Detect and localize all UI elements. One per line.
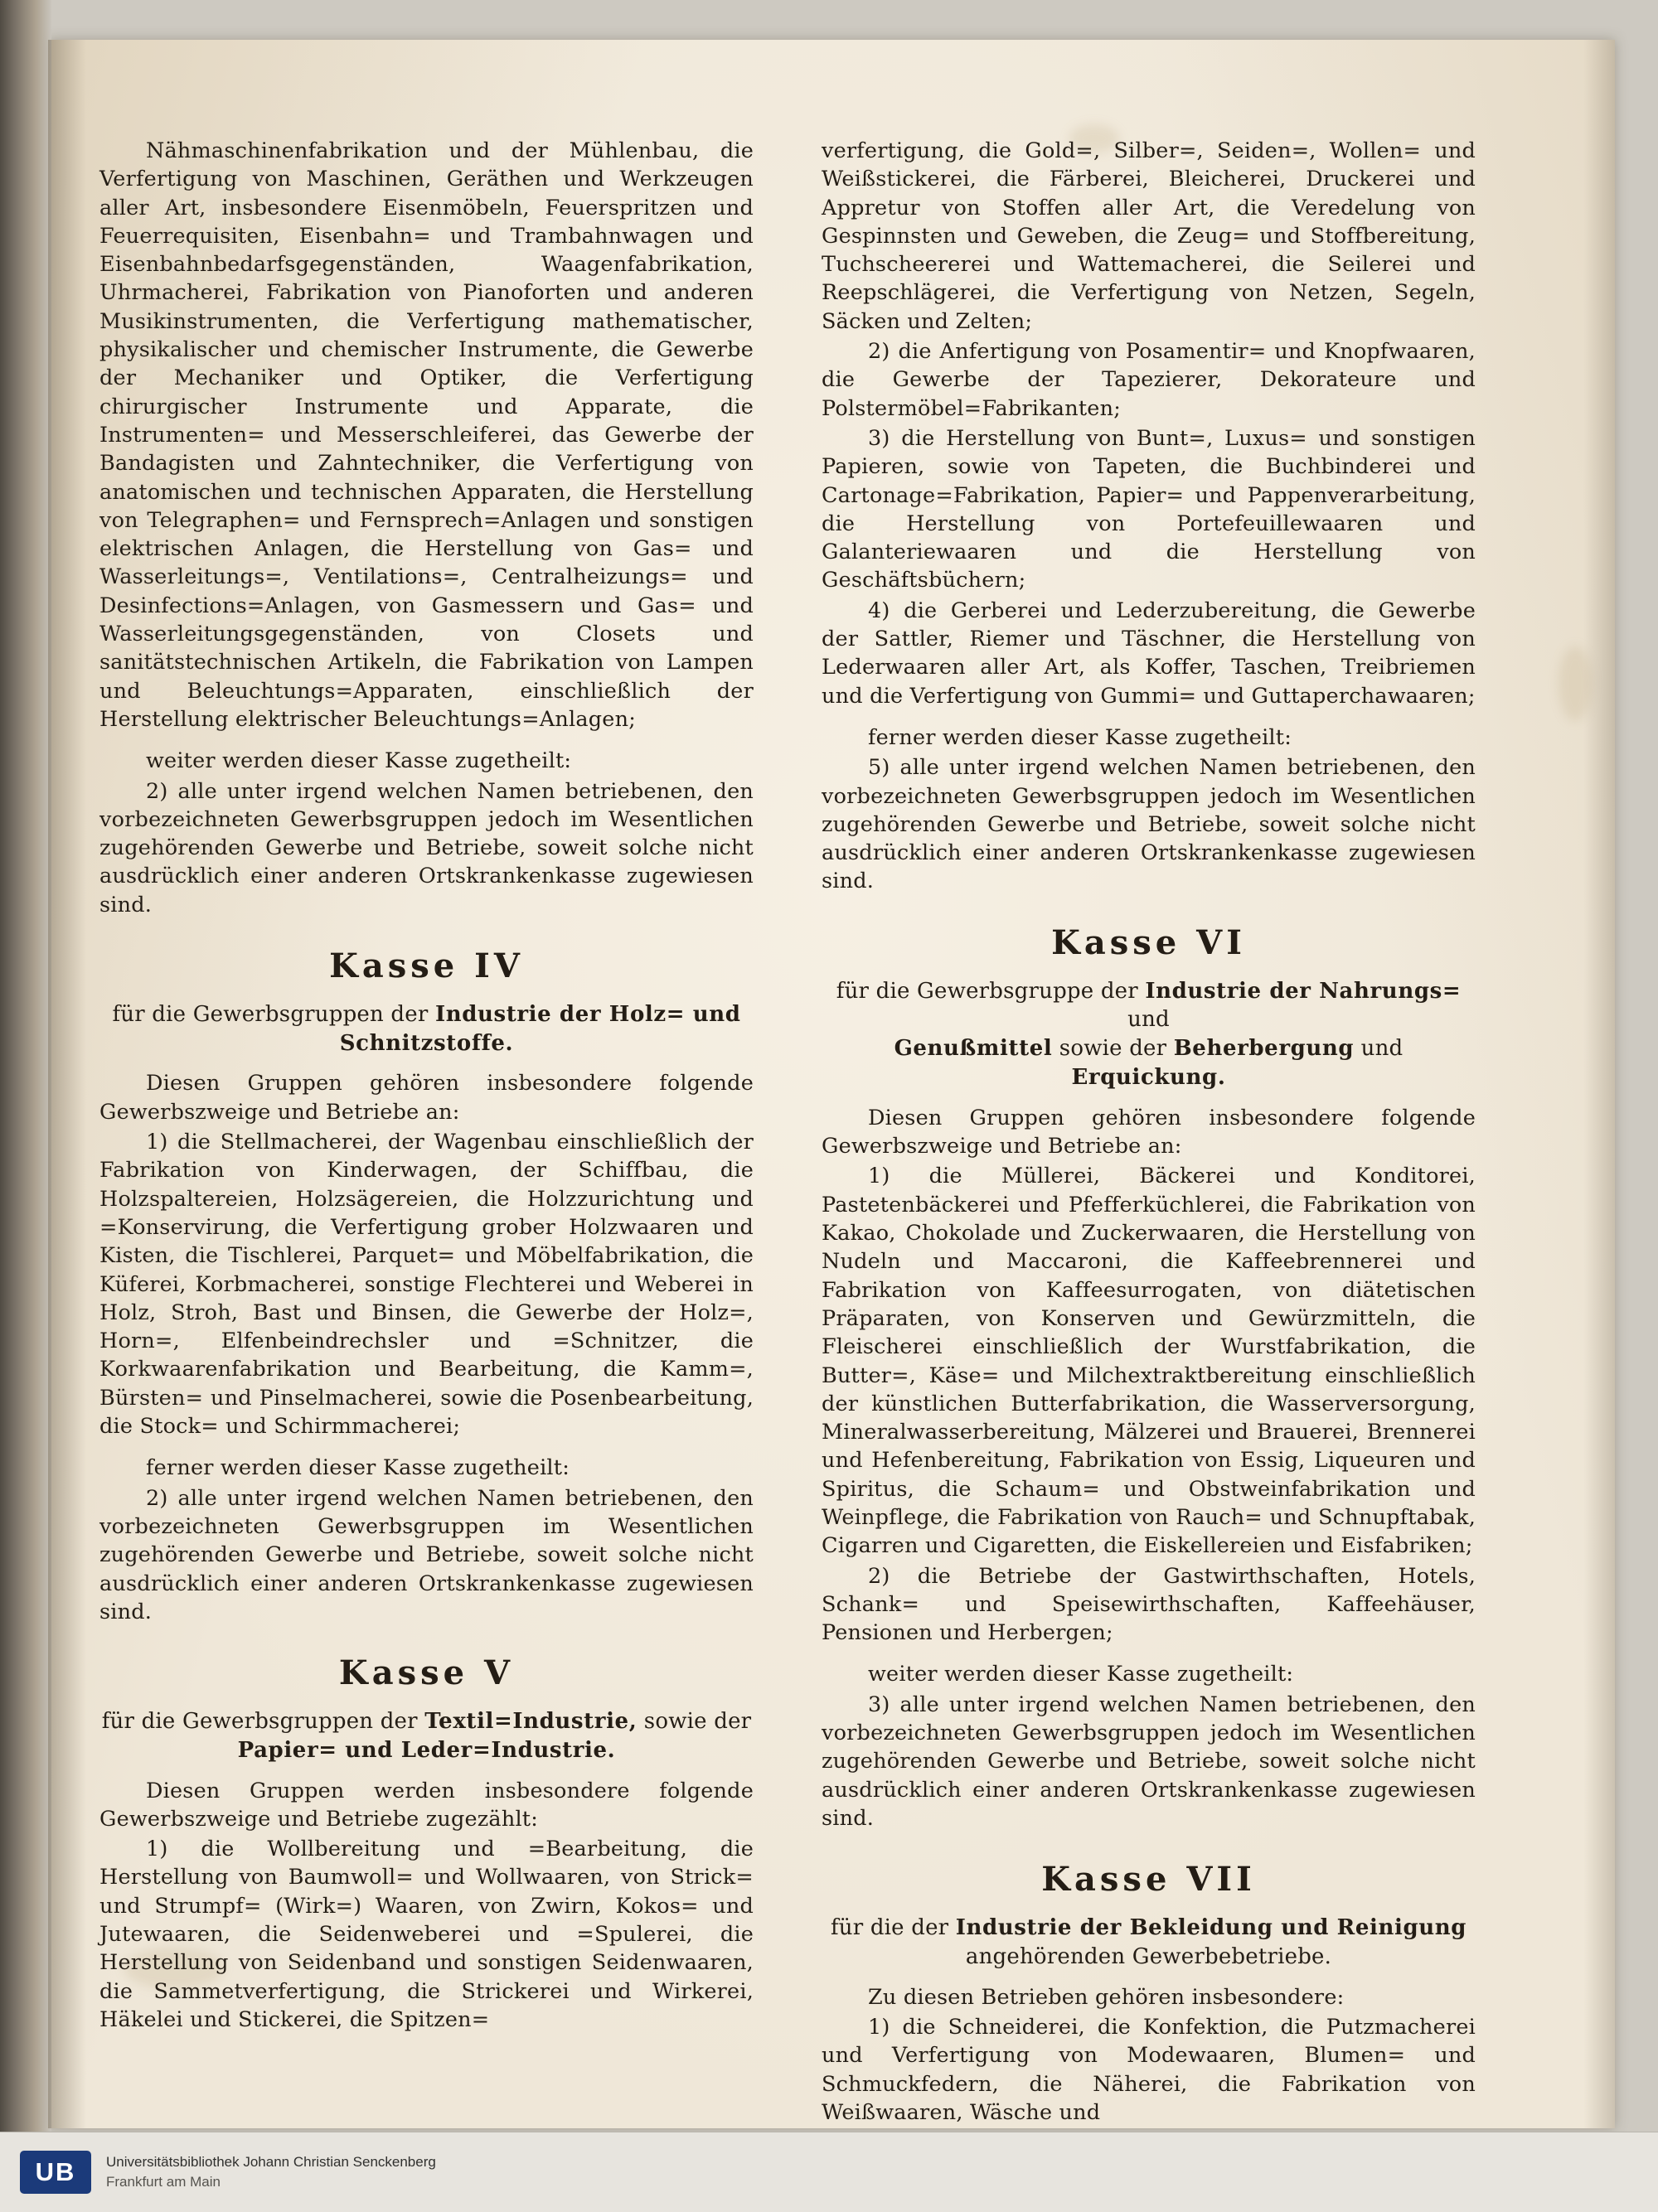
intro-paragraph: Diesen Gruppen werden insbesondere folgende Gewerbszweige und Betriebe zugezählt:	[99, 1778, 754, 1832]
subheading-kasse-vi	[822, 977, 1476, 1092]
list-item-4: 4) die Gerberei und Lederzubereitung, die Gewerbe der Sattler, Riemer und Täschner, die Herstellung von Lederwaaren aller Art, als Koffer, Taschen, Treibriemen und die Verfertigung von Gummi= und Guttaperchawaaren;	[822, 598, 1476, 709]
subheading-bold-1: Industrie der Holz= und	[434, 1001, 741, 1027]
library-attribution	[106, 2152, 436, 2192]
subheading-prefix: für die Gewerbsgruppen der	[101, 1708, 425, 1734]
list-item-2: 2) die Betriebe der Gastwirthschaften, Hotels, Schank= und Speisewirthschaften, Kaffeehäuser, Pensionen und Herbergen;	[822, 1563, 1476, 1646]
subheading-bold-4: Erquickung.	[1071, 1065, 1226, 1090]
note-line: ferner werden dieser Kasse zugetheilt:	[868, 724, 1292, 750]
list-item-3: 3) die Herstellung von Bunt=, Luxus= und sonstigen Papieren, sowie von Tapeten, die Buchbinderei und Cartonage=Fabrikation, Papier= und Pappenverarbeitung, die Herstellung von Portefeuillewaaren und Galanteriewaaren und die Herstellung von Geschäftsbüchern;	[822, 425, 1476, 593]
library-name: Universitätsbibliothek Johann Christian Senckenberg	[106, 2154, 436, 2171]
subheading-bold-2: Papier= und Leder=Industrie.	[237, 1737, 616, 1763]
paragraph-continuation: Nähmaschinenfabrikation und der Mühlenbau, die Verfertigung von Maschinen, Geräthen und Werkzeugen aller Art, insbesondere Eisenmöbeln, Feuerspritzen und Feuerrequisiten, Eisenbahn= und Trambahnwagen und Eisenbahnbedarfsgegenständen, Waagenfabrikation, Uhrmacherei, Fabrikation von Pianoforten und anderen Musikinstrumenten, die Verfertigung mathematischer, physikalischer und chemischer Instrumente, die Gewerbe der Mechaniker und Optiker, die Verfertigung chirurgischer Instrumente und Apparate, die Instrumenten= und Messerschleiferei, das Gewerbe der Bandagisten und Zahntechniker, die Verfertigung von anatomischen und technischen Apparaten, die Herstellung von Telegraphen= und Fernsprech=Anlagen und sonstigen elektrischen Anlagen, die Herstellung von Gas= und Wasserleitungs=, Ventilations=, Centralheizungs= und Desinfections=Anlagen, von Gasmessern und Gas= und Wasserleitungsgegenständen, von Closets und sanitätstechnischen Artikeln, die Fabrikation von Lampen und Beleuchtungs=Apparaten, einschließlich der Herstellung elektrischer Beleuchtungs=Anlagen;	[99, 138, 754, 732]
heading-kasse-iv: Kasse IV	[329, 946, 524, 986]
library-watermark-bar	[0, 2132, 1658, 2212]
subheading-suffix: angehörenden Gewerbebetriebe.	[965, 1943, 1332, 1969]
paper-stain	[1559, 646, 1592, 721]
intro-paragraph: Zu diesen Betrieben gehören insbesondere:	[868, 1984, 1345, 2010]
list-item-1: 1) die Müllerei, Bäckerei und Konditorei, Pastetenbäckerei und Pfefferküchlerei, die Fabrikation von Kakao, Chokolade und Zuckerwaaren, die Herstellung von Nudeln und Maccaroni, die Kaffeebrennerei und Fabrikation von Kaffeesurrogaten, von diätetischen Präparaten, von Konserven und Gewürzmitteln, die Fleischerei einschließlich der Wurstfabrikation, die Butter=, Käse= und Milchextraktbereitung einschließlich der künstlichen Butterfabrikation, die Wasserversorgung, Mineralwasserbereitung, Mälzerei und Brauerei, Brennerei und Hefenbereitung, Fabrikation von Essig, Liqueuren und Spiritus, die Schaum= und Obstweinfabrikation und Weinpflege, die Fabrikation von Rauch= und Schnupftabak, Cigarren und Cigaretten, die Eiskellereien und Eisfabriken;	[822, 1164, 1476, 1559]
list-item-1: 1) die Schneiderei, die Konfektion, die Putzmacherei und Verfertigung von Modewaaren, Blumen= und Schmuckfedern, die Näherei, die Fabrikation von Weißwaaren, Wäsche und	[822, 2015, 1476, 2125]
intro-paragraph: Diesen Gruppen gehören insbesondere folgende Gewerbszweige und Betriebe an:	[99, 1071, 754, 1125]
subheading-suffix: sowie der	[637, 1708, 752, 1734]
subheading-bold-3: Beherbergung	[1173, 1036, 1355, 1062]
subheading-bold-1: Industrie der Nahrungs=	[1145, 978, 1462, 1004]
heading-kasse-vi: Kasse VI	[1051, 922, 1246, 962]
note-line: ferner werden dieser Kasse zugetheilt:	[146, 1455, 570, 1481]
paragraph-continuation: verfertigung, die Gold=, Silber=, Seiden=, Wollen= und Weißstickerei, die Färberei, Bleicherei, Druckerei und Appretur von Stoffen aller Art, die Veredelung von Gespinnsten und Geweben, die Zeug= und Stoffbereitung, Tuchscheererei und Wattemacherei, die Seilerei und Reepschlägerei, die Verfertigung von Netzen, Segeln, Säcken und Zelten;	[822, 138, 1476, 334]
library-city: Frankfurt am Main	[106, 2174, 221, 2190]
intro-paragraph: Diesen Gruppen gehören insbesondere folgende Gewerbszweige und Betriebe an:	[822, 1105, 1476, 1159]
list-item-2: 2) alle unter irgend welchen Namen betriebenen, den vorbezeichneten Gewerbsgruppen jedoch im Wesentlichen zugehörenden Gewerbe und Betriebe, soweit solche nicht ausdrücklich einer anderen Ortskrankenkasse zugewiesen sind.	[99, 778, 754, 917]
subheading-suffix: und	[1127, 1007, 1170, 1033]
subheading-bold-2: Genußmittel	[894, 1036, 1053, 1062]
list-item-5: 5) alle unter irgend welchen Namen betriebenen, den vorbezeichneten Gewerbsgruppen jedoch im Wesentlichen zugehörenden Gewerbe und Betriebe, soweit solche nicht ausdrücklich einer anderen Ortskrankenkasse zugewiesen sind.	[822, 755, 1476, 894]
note-line: weiter werden dieser Kasse zugetheilt:	[146, 748, 572, 774]
note-line: weiter werden dieser Kasse zugetheilt:	[868, 1662, 1294, 1687]
subheading-kasse-vii	[822, 1914, 1476, 1972]
left-column	[99, 137, 754, 2032]
list-item-1: 1) die Stellmacherei, der Wagenbau einschließlich der Fabrikation von Kinderwagen, der Schiffbau, die Holzspaltereien, Holzsägereien, die Holzzurichtung und =Konservirung, die Verfertigung grober Holzwaaren und Kisten, die Tischlerei, Parquet= und Möbelfabrikation, die Küferei, Korbmacherei, sonstige Flechterei und Weberei in Holz, Stroh, Bast und Binsen, die Gewerbe der Holz=, Horn=, Elfenbeindrechsler und =Schnitzer, die Korkwaarenfabrikation und Bearbeitung, die Kamm=, Bürsten= und Pinselmacherei, sowie die Posenbearbeitung, die Stock= und Schirmmacherei;	[99, 1130, 754, 1440]
right-column	[822, 137, 1476, 2125]
subheading-kasse-v	[99, 1707, 754, 1765]
subheading-bold-1: Textil=Industrie,	[424, 1708, 638, 1734]
subheading-bold-1: Industrie der Bekleidung und Reinigung	[955, 1915, 1467, 1941]
list-item-2: 2) die Anfertigung von Posamentir= und Knopfwaaren, die Gewerbe der Tapezierer, Dekorateure und Polstermöbel=Fabrikanten;	[822, 339, 1476, 421]
subheading-mid: sowie der	[1052, 1036, 1174, 1062]
list-item-1: 1) die Wollbereitung und =Bearbeitung, die Herstellung von Baumwoll= und Wollwaaren, von Strick= und Strumpf= (Wirk=) Waaren, von Zwirn, Kokos= und Jutewaaren, die Seidenweberei und =Spulerei, die Herstellung von Seidenband und sonstigen Seidenwaaren, die Sammetverfertigung, die Strickerei und Wirkerei, Häkelei und Stickerei, die Spitzen=	[99, 1837, 754, 2032]
subheading-kasse-iv	[99, 1000, 754, 1058]
subheading-prefix: für die Gewerbsgruppe der	[836, 978, 1146, 1004]
heading-kasse-v: Kasse V	[338, 1653, 515, 1693]
subheading-prefix: für die Gewerbsgruppen der	[112, 1001, 435, 1027]
ub-logo-icon: UB	[20, 2151, 91, 2194]
subheading-bold-2: Schnitzstoffe.	[339, 1030, 514, 1056]
subheading-prefix: für die der	[830, 1915, 956, 1941]
list-item-2: 2) alle unter irgend welchen Namen betriebenen, den vorbezeichneten Gewerbsgruppen im Wesentlichen zugehörenden Gewerbe und Betriebe, soweit solche nicht ausdrücklich einer anderen Ortskrankenkasse zugewiesen sind.	[99, 1485, 754, 1624]
book-binding-shadow	[0, 0, 51, 2212]
subheading-mid-2: und	[1354, 1036, 1403, 1062]
heading-kasse-vii: Kasse VII	[1041, 1860, 1256, 1900]
list-item-3: 3) alle unter irgend welchen Namen betriebenen, den vorbezeichneten Gewerbsgruppen jedoch im Wesentlichen zugehörenden Gewerbe und Betriebe, soweit solche nicht ausdrücklich einer anderen Ortskrankenkasse zugewiesen sind.	[822, 1692, 1476, 1831]
two-column-text-body	[99, 137, 1476, 2125]
